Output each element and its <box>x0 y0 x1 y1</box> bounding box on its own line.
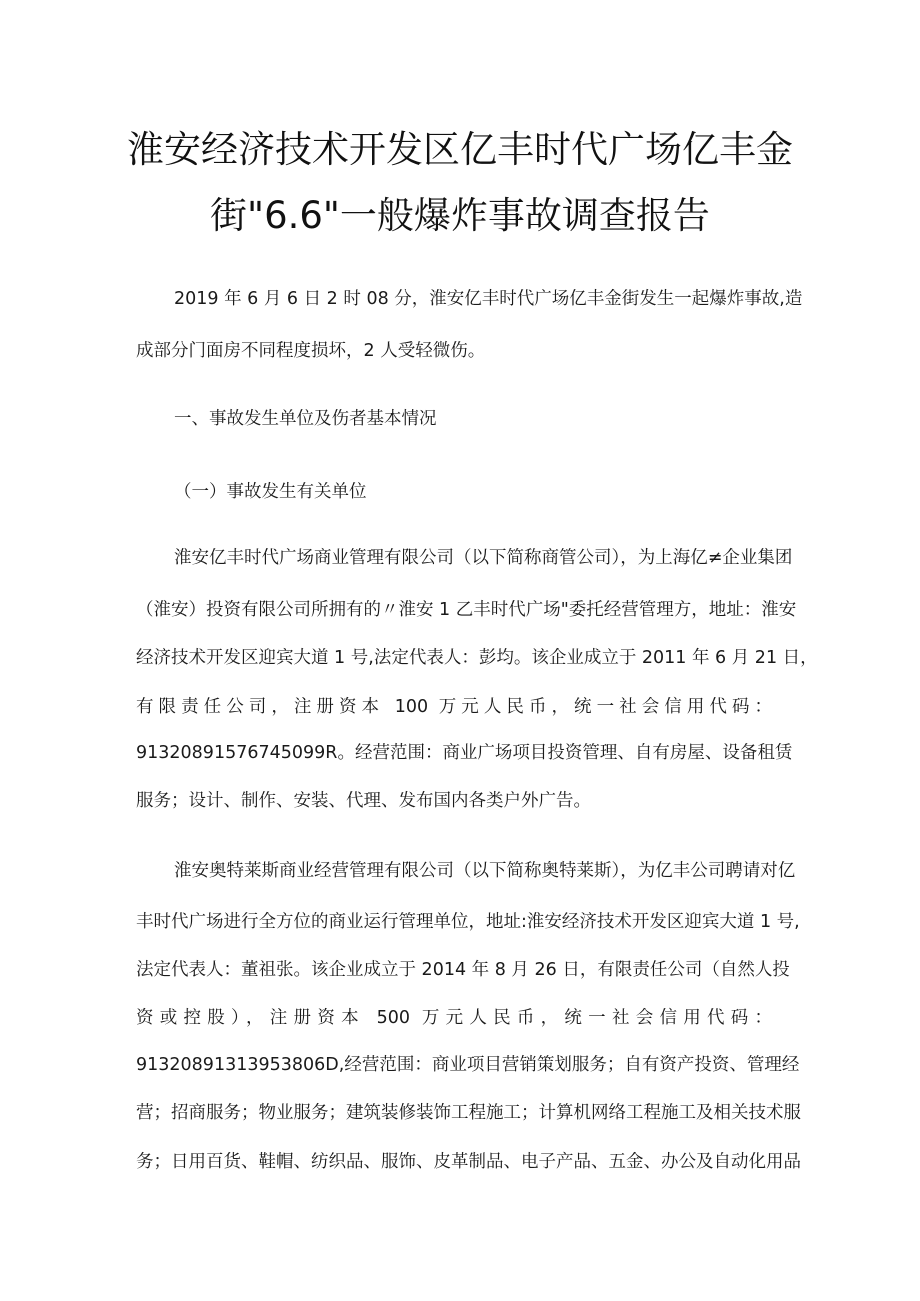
paragraph-1-line-4: 有限责任公司，注册资本 100 万元人民币，统一社会信用代码： <box>136 697 772 717</box>
paragraph-2-line-3: 法定代表人：董祖张。该企业成立于 2014 年 8 月 26 日，有限责任公司（自然人投 <box>136 960 790 980</box>
intro-line-2: 成部分门面房不同程度损坏，2 人受轻微伤。 <box>136 341 486 361</box>
paragraph-2-line-2: 丰时代广场进行全方位的商业运行管理单位，地址:淮安经济技术开发区迎宾大道 1 号, <box>136 912 800 932</box>
intro-line-1: 2019 年 6 月 6 日 2 时 08 分，淮安亿丰时代广场亿丰金街发生一起爆炸事故,造 <box>174 289 803 309</box>
paragraph-1-line-2: （淮安）投资有限公司所拥有的〃淮安 1 乙丰时代广场"委托经营管理方，地址：淮安 <box>136 600 797 620</box>
paragraph-1-line-3: 经济技术开发区迎宾大道 1 号,法定代表人：彭均。该企业成立于 2011 年 6 月 21 日， <box>136 648 818 668</box>
document-title-line-2: 街"6.6"一般爆炸事故调查报告 <box>210 194 710 237</box>
paragraph-2-line-1: 淮安奥特莱斯商业经营管理有限公司（以下简称奥特莱斯），为亿丰公司聘请对亿 <box>174 861 796 881</box>
paragraph-2-line-4: 资或控股），注册资本 500 万元人民币，统一社会信用代码： <box>136 1008 772 1028</box>
paragraph-1-line-1: 淮安亿丰时代广场商业管理有限公司（以下简称商管公司），为上海亿≠企业集团 <box>174 548 793 568</box>
paragraph-2-line-5: 91320891313953806D,经营范围：商业项目营销策划服务；自有资产投资、管理经 <box>136 1055 800 1075</box>
subsection-heading: （一）事故发生有关单位 <box>174 482 367 502</box>
paragraph-1-line-6: 服务；设计、制作、安装、代理、发布国内各类户外广告。 <box>136 791 591 811</box>
paragraph-1-line-5: 913208915767450​99R。经营范围：商业广场项目投资管理、自有房屋、设备租赁 <box>136 743 793 763</box>
paragraph-2-line-7: 务；日用百货、鞋帽、纺织品、服饰、皮革制品、电子产品、五金、办公及自动化用品 <box>136 1152 801 1172</box>
section-heading: 一、事故发生单位及伤者基本情况 <box>174 409 437 429</box>
paragraph-2-line-6: 营；招商服务；物业服务；建筑装修装饰工程施工；计算机网络工程施工及相关技术服 <box>136 1103 801 1123</box>
document-title-line-1: 淮安经济技术开发区亿丰时代广场亿丰金 <box>127 128 793 171</box>
